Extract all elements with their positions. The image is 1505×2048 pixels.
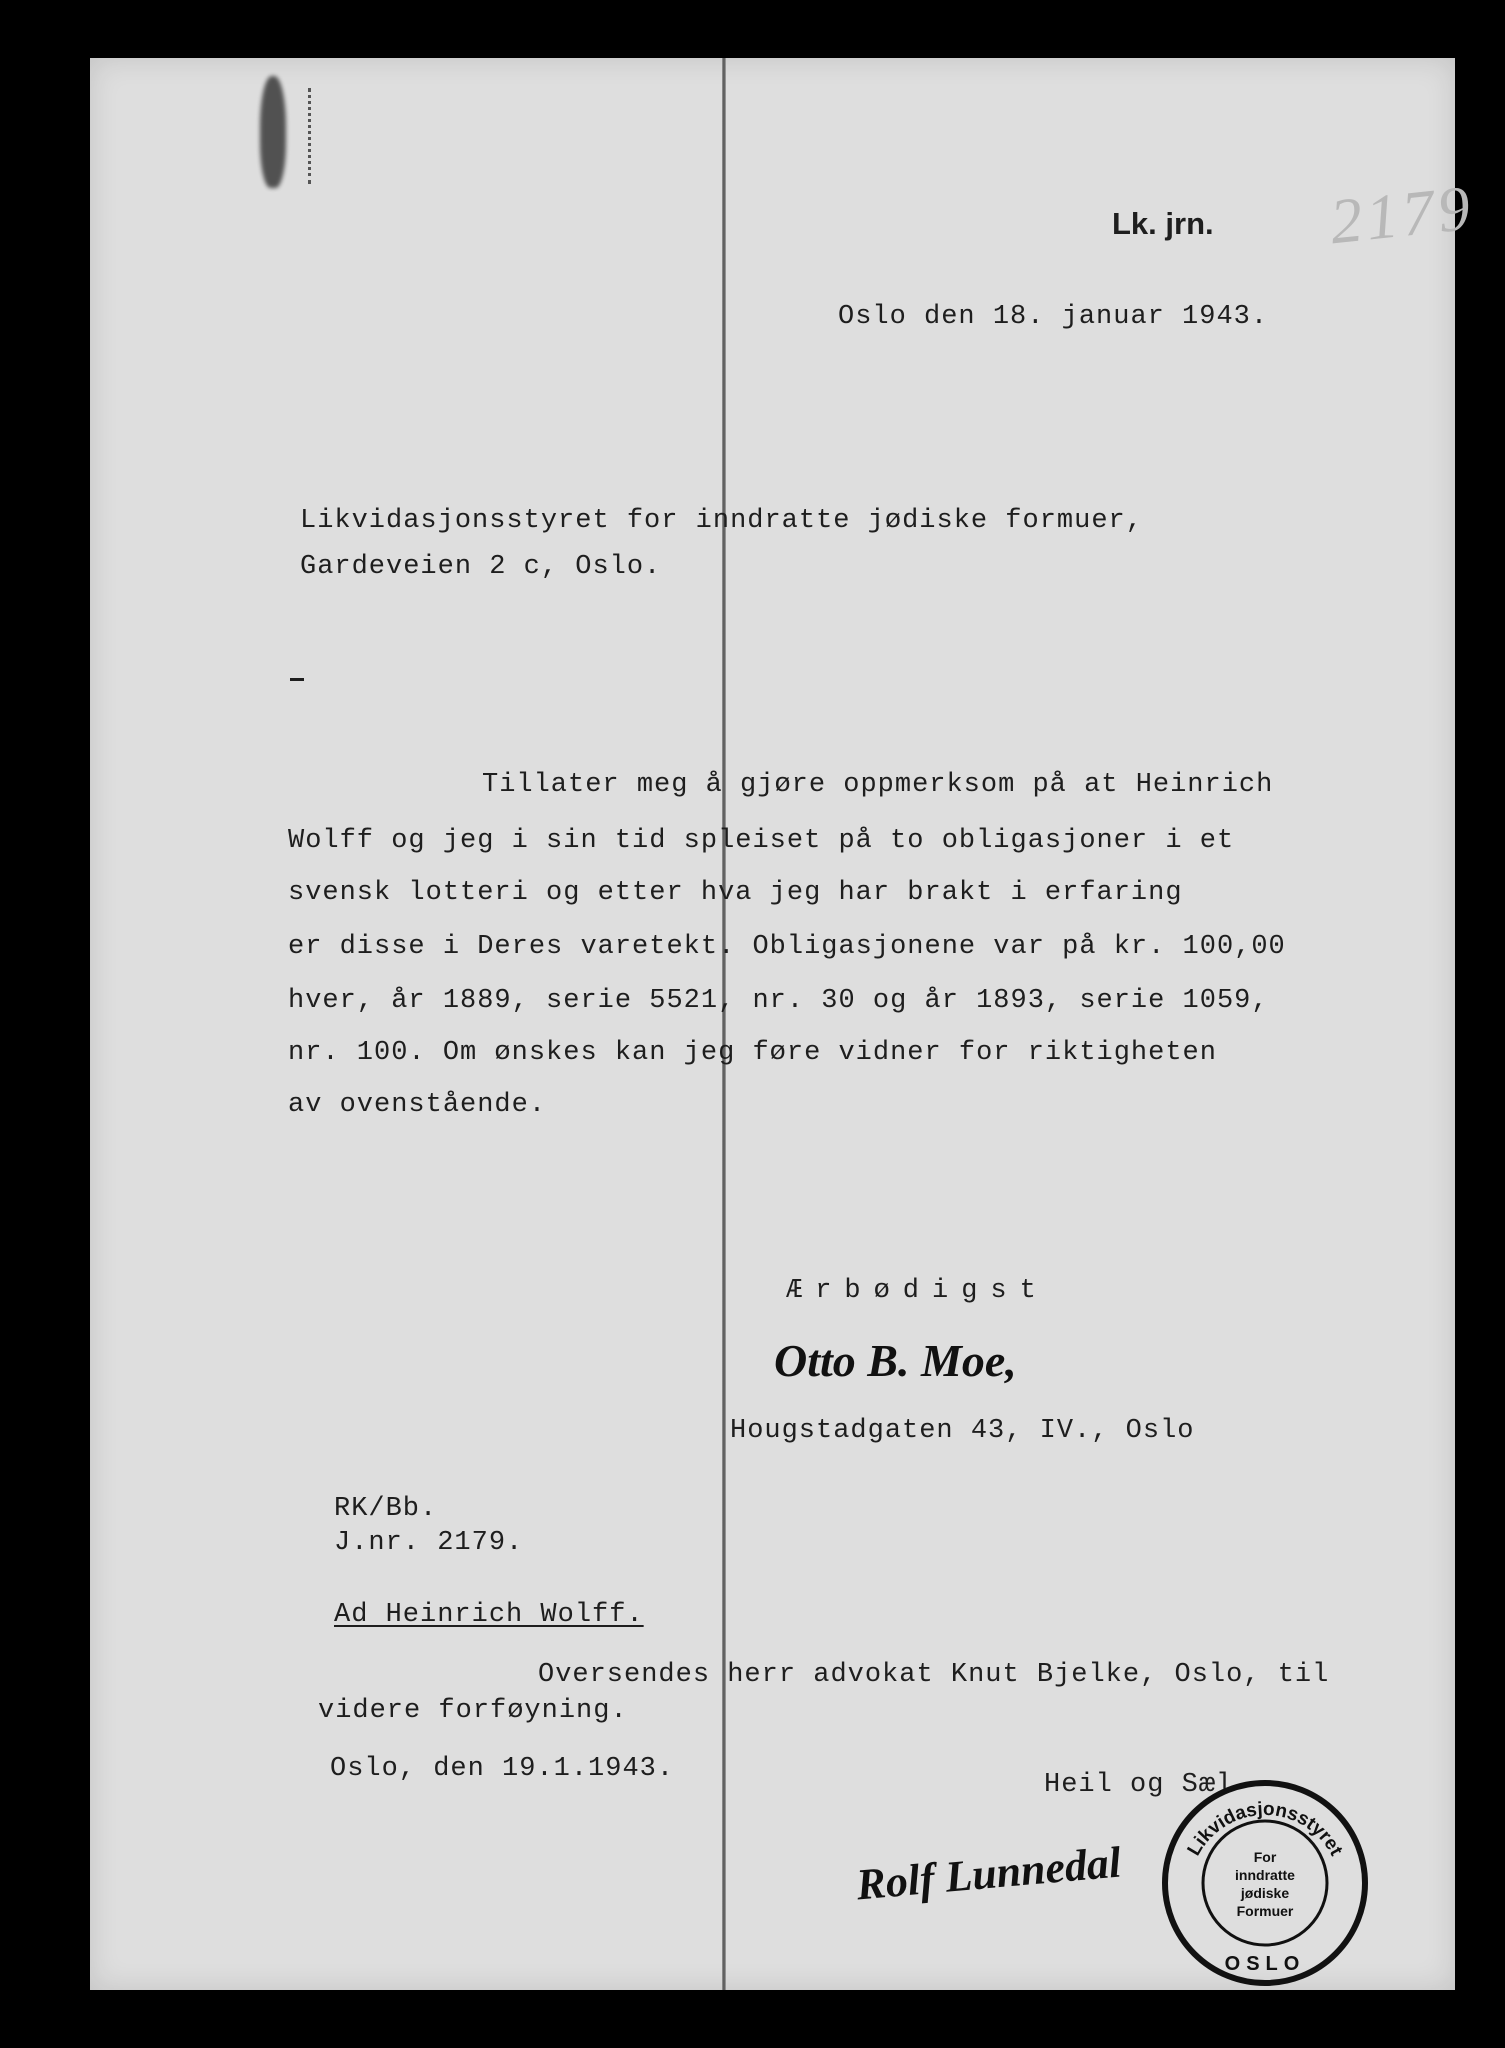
sender-signature: Otto B. Moe,	[774, 1335, 1017, 1386]
stamp-line-3: jødiske	[1240, 1885, 1290, 1901]
greeting: Heil og Sæl	[1044, 1770, 1234, 1800]
page-fold-line	[722, 58, 726, 1990]
reference-line-1: RK/Bb.	[334, 1494, 438, 1524]
handwritten-journal-number: 2179	[1326, 171, 1478, 258]
body-line: Wolff og jeg i sin tid spleiset på to obligasjoner i et	[288, 826, 1235, 856]
endorsement-text-2: videre forføyning.	[318, 1696, 628, 1726]
stamp-line-1: For	[1253, 1849, 1277, 1865]
stamp-ring-text: Likvidasjonsstyret	[1183, 1798, 1347, 1860]
stamp-bottom-text: OSLO	[1224, 1953, 1306, 1975]
recipient-line-1: Likvidasjonsstyret for inndratte jødiske formuer,	[300, 506, 1143, 536]
body-line: av ovenstående.	[288, 1090, 547, 1120]
body-line: nr. 100. Om ønskes kan jeg føre vidner for riktigheten	[288, 1038, 1217, 1068]
official-signature: Rolf Lunnedal	[854, 1837, 1123, 1910]
closing: Ærbødigst	[786, 1276, 1049, 1306]
ink-blot	[260, 76, 286, 188]
dash-mark	[290, 678, 304, 681]
recipient-line-2: Gardeveien 2 c, Oslo.	[300, 552, 662, 582]
document-page	[90, 58, 1478, 1990]
body-line: svensk lotteri og etter hva jeg har brakt i erfaring	[288, 878, 1183, 908]
journal-mark: Lk. jrn.	[1112, 206, 1214, 241]
sender-address: Hougstadgaten 43, IV., Oslo	[730, 1416, 1195, 1446]
body-line: Tillater meg å gjøre oppmerksom på at Heinrich	[482, 770, 1274, 800]
endorsement-date: Oslo, den 19.1.1943.	[330, 1754, 675, 1784]
body-line: hver, år 1889, serie 5521, nr. 30 og år 1893, serie 1059,	[288, 986, 1269, 1016]
official-stamp	[1160, 1778, 1370, 1988]
endorsement-text-1: Oversendes herr advokat Knut Bjelke, Oslo, til	[538, 1660, 1330, 1690]
stamp-line-2: inndratte	[1235, 1867, 1295, 1883]
stamp-line-4: Formuer	[1236, 1903, 1294, 1919]
punch-marks	[308, 88, 315, 184]
letter-date: Oslo den 18. januar 1943.	[838, 302, 1269, 332]
reference-line-2: J.nr. 2179.	[334, 1528, 524, 1558]
endorsement-subject: Ad Heinrich Wolff.	[334, 1600, 644, 1630]
stamp-inner-ring	[1203, 1821, 1327, 1945]
body-line: er disse i Deres varetekt. Obligasjonene var på kr. 100,00	[288, 932, 1286, 962]
